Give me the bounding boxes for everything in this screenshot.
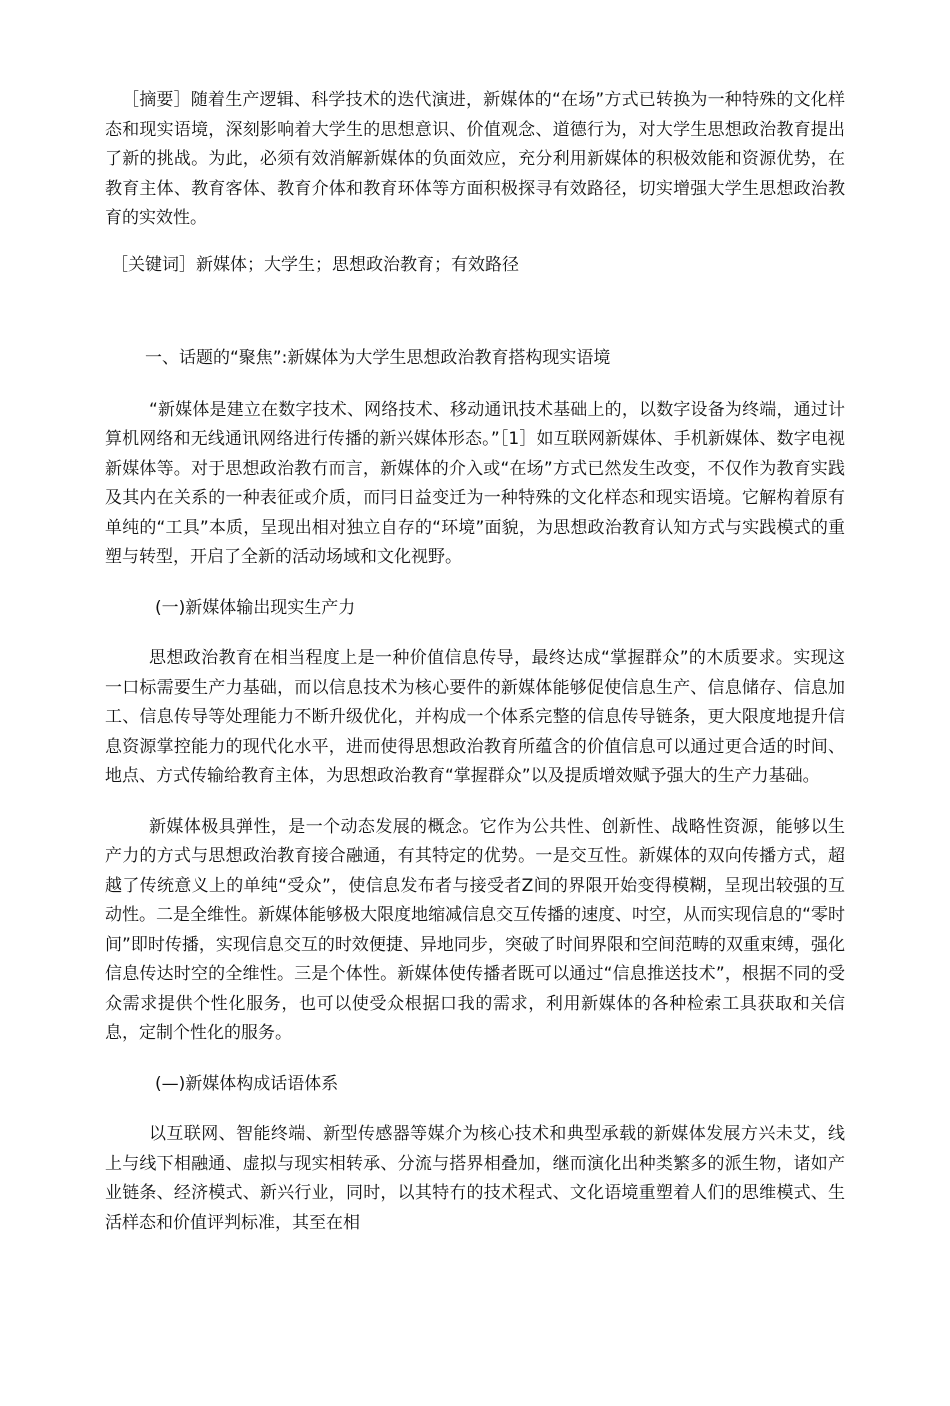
body-paragraph: 思想政治教育在相当程度上是一种价值信息传导，最终达成“掌握群众”的木质要求。实现这一口标需要生产力基础，而以信息技术为核心要件的新媒体能够促使信息生产、信息储存、信息加工、信息传导等处理能力不断升级优化，并构成一个体系完整的信息传导链条，更大限度地提升信息资源掌控能力的现代化水平，进而使得思想政治教育所蕴含的价值信息可以通过更合适的时间、地点、方式传输给教育主体，为思想政治教育“掌握群众”以及提质增效赋予强大的生产力基础。 <box>105 648 845 786</box>
abstract-paragraph: ［摘要］随着生产逻辑、科学技术的迭代演进，新媒体的“在场”方式已转换为一种特殊的文化样态和现实语境，深刻影响着大学生的思想意识、价值观念、道德行为，对大学生思想政治教育提出了新的挑战。为此，必须有效消解新媒体的负面效应，充分利用新媒体的积极效能和资源优势，在教育主体、教育客体、教育介体和教育环体等方面积极探寻有效路径，切实增强大学生思想政治教育的实效性。 <box>105 90 845 228</box>
section-heading-1: 一、话题的“聚焦”:新媒体为大学生思想政治教育搭构现实语境 <box>145 348 611 368</box>
keywords-line: ［关键词］新媒体；大学生；思想政治教育；有效路径 <box>111 254 519 275</box>
subsection-heading-1: (一)新媒体输岀现实生产力 <box>155 597 356 618</box>
subsection-heading-2: (—)新媒体构成话语体系 <box>155 1073 339 1094</box>
body-paragraph: 新媒体极具弹性，是一个动态发展的概念。它作为公共性、创新性、战略性资源，能够以生产力的方式与思想政治教育接合融通，有其特定的优势。一是交互性。新媒体的双向传播方式，超越了传统意义上的单纯“受众”，使信息发布者与接受者Z间的界限开始变得模糊，呈现岀较强的互动性。二是全维性。新媒体能够极大限度地缩减信息交互传播的速度、吋空，从而实现信息的“零时间”即时传播，实现信息交互的时效便捷、异地同步，突破了时间界限和空间范畴的双重束缚，强化信息传达时空的全维性。三是个体性。新媒体使传播者既可以通过“信息推送技术”，根据不同的受众需求提供个性化服务，也可以使受众根据口我的需求，利用新媒体的各种检索工具获取和关信息，定制个性化的服务。 <box>105 816 845 1043</box>
section-intro-paragraph: “新媒体是建立在数字技术、网络技术、移动通讯技术基础上的，以数字设备为终端，通过计算机网络和无线通讯网络进行传播的新兴媒体形态。”［1］如互联网新媒体、手机新媒体、数字电视新媒体等。对于思想政治教冇而言，新媒体的介入或“在场”方式已然发生改变，不仅作为教育实践及其内在关系的一种表征或介质，而冃日益变迁为一种特殊的文化样态和现实语境。它解构着原有单纯的“工具”本质，呈现出相对独立自存的“环境”面貌，为思想政治教育认知方式与实践模式的重塑与转型，开启了全新的活动场域和文化视野。 <box>105 399 845 567</box>
document-page <box>105 86 845 1238</box>
body-paragraph: 以互联网、智能终端、新型传感器等媒介为核心技术和典型承载的新媒体发展方兴未艾，线上与线下相融通、虚拟与现实相转承、分流与搭界相叠加，继而演化出种类繁多的派生物，诸如产业链条、经济模式、新兴行业，同时，以其特冇的技术程式、文化语境重塑着人们的思维模式、生活样态和价值评判标准，其至在相 <box>105 1124 845 1233</box>
